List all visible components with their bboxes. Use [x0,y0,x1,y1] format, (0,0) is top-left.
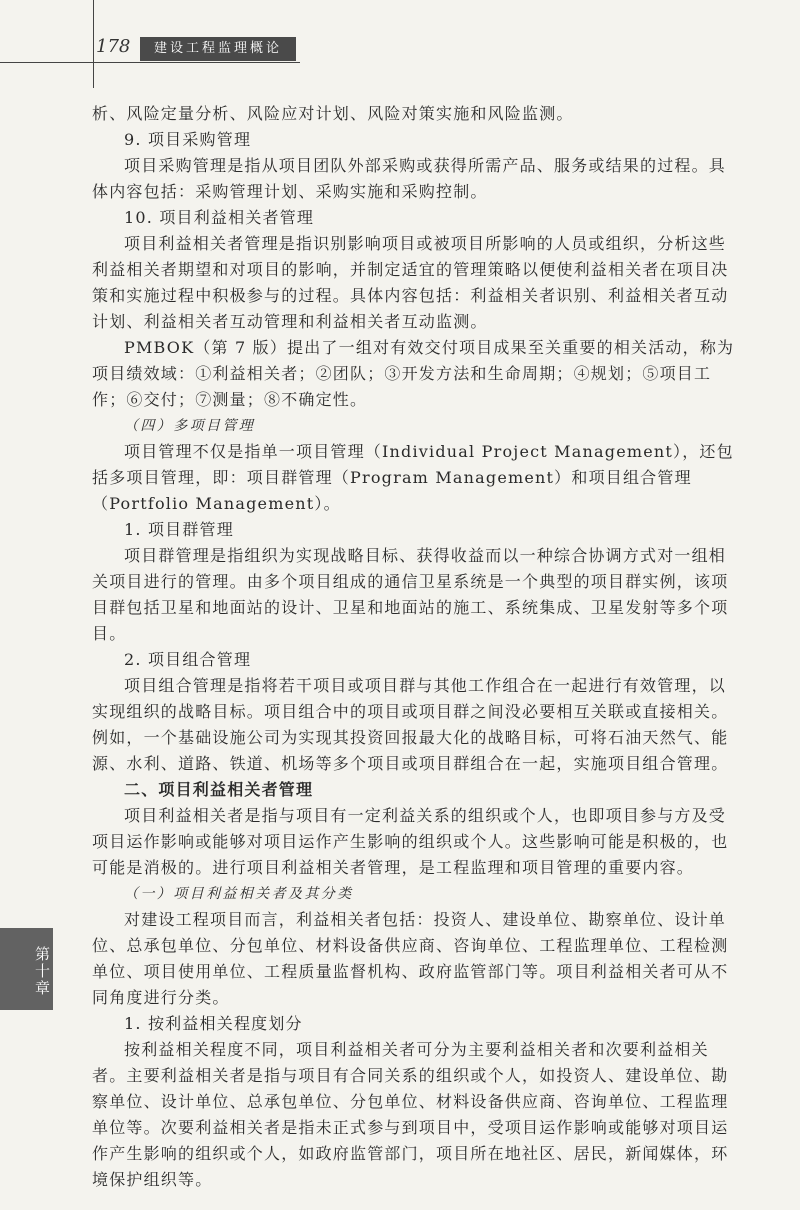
header-vertical-rule [93,0,94,88]
page-number: 178 [96,36,131,57]
paragraph: PMBOK（第 7 版）提出了一组对有效交付项目成果至关重要的相关活动，称为项目绩效域：①利益相关者；②团队；③开发方法和生命周期；④规划；⑤项目工作；⑥交付；⑦测量；⑧不确定性。 [92,338,735,409]
paragraph: 项目利益相关者是指与项目有一定利益关系的组织或个人，也即项目参与方及受项目运作影响或能够对项目运作产生影响的组织或个人。这些影响可能是积极的，也可能是消极的。进行项目利益相关者管理，是工程监理和项目管理的重要内容。 [92,806,729,877]
paragraph: 对建设工程项目而言，利益相关者包括：投资人、建设单位、勘察单位、设计单位、总承包单位、分包单位、材料设备供应商、咨询单位、工程监理单位、工程检测单位、项目使用单位、工程质量监督机构、政府监管部门等。项目利益相关者可从不同角度进行分类。 [92,910,729,1007]
paragraph: 项目采购管理是指从项目团队外部采购或获得所需产品、服务或结果的过程。具体内容包括：采购管理计划、采购实施和采购控制。 [92,156,727,201]
section-heading: 10. 项目利益相关者管理 [124,208,315,227]
paragraph: 项目群管理是指组织为实现战略目标、获得收益而以一种综合协调方式对一组相关项目进行的管理。由多个项目组成的通信卫星系统是一个典型的项目群实例，该项目群包括卫星和地面站的设计、卫星和地面站的施工、系统集成、卫星发射等多个项目。 [92,546,729,643]
subsection-title: （一）项目利益相关者及其分类 [124,886,354,902]
section-heading: 1. 按利益相关程度划分 [124,1014,303,1033]
section-heading: 1. 项目群管理 [124,520,234,539]
paragraph: 按利益相关程度不同，项目利益相关者可分为主要利益相关者和次要利益相关者。主要利益相关者是指与项目有合同关系的组织或个人，如投资人、建设单位、勘察单位、设计单位、总承包单位、分包单位、材料设备供应商、咨询单位、工程监理单位等。次要利益相关者是指未正式参与到项目中，受项目运作影响或能够对项目运作产生影响的组织或个人，如政府监管部门，项目所在地社区、居民，新闻媒体，环境保护组织等。 [92,1040,729,1189]
paragraph: 析、风险定量分析、风险应对计划、风险对策实施和风险监测。 [92,104,574,123]
paragraph: 项目组合管理是指将若干项目或项目群与其他工作组合在一起进行有效管理，以实现组织的战略目标。项目组合中的项目或项目群之间没必要相互关联或直接相关。例如，一个基础设施公司为实现其投资回报最大化的战略目标，可将石油天然气、能源、水利、道路、铁道、机场等多个项目或项目群组合在一起，实施项目组合管理。 [92,676,729,773]
header-horizontal-rule [0,62,300,63]
page-body [92,101,738,1193]
chapter-side-tab: 第十章 [0,928,53,1010]
subsection-title: （四）多项目管理 [124,418,256,434]
book-title-banner: 建设工程监理概论 [140,37,296,61]
paragraph: 项目利益相关者管理是指识别影响项目或被项目所影响的人员或组织，分析这些利益相关者期望和对项目的影响，并制定适宜的管理策略以便使利益相关者在项目决策和实施过程中积极参与的过程。具体内容包括：利益相关者识别、利益相关者互动计划、利益相关者互动管理和利益相关者互动监测。 [92,234,729,331]
section-heading: 2. 项目组合管理 [124,650,252,669]
chapter-section-title: 二、项目利益相关者管理 [124,780,314,799]
paragraph: 项目管理不仅是指单一项目管理（Individual Project Management），还包括多项目管理，即：项目群管理（Program Management）和项目组合管理（Portfolio Management）。 [92,442,734,513]
section-heading: 9. 项目采购管理 [124,130,252,149]
